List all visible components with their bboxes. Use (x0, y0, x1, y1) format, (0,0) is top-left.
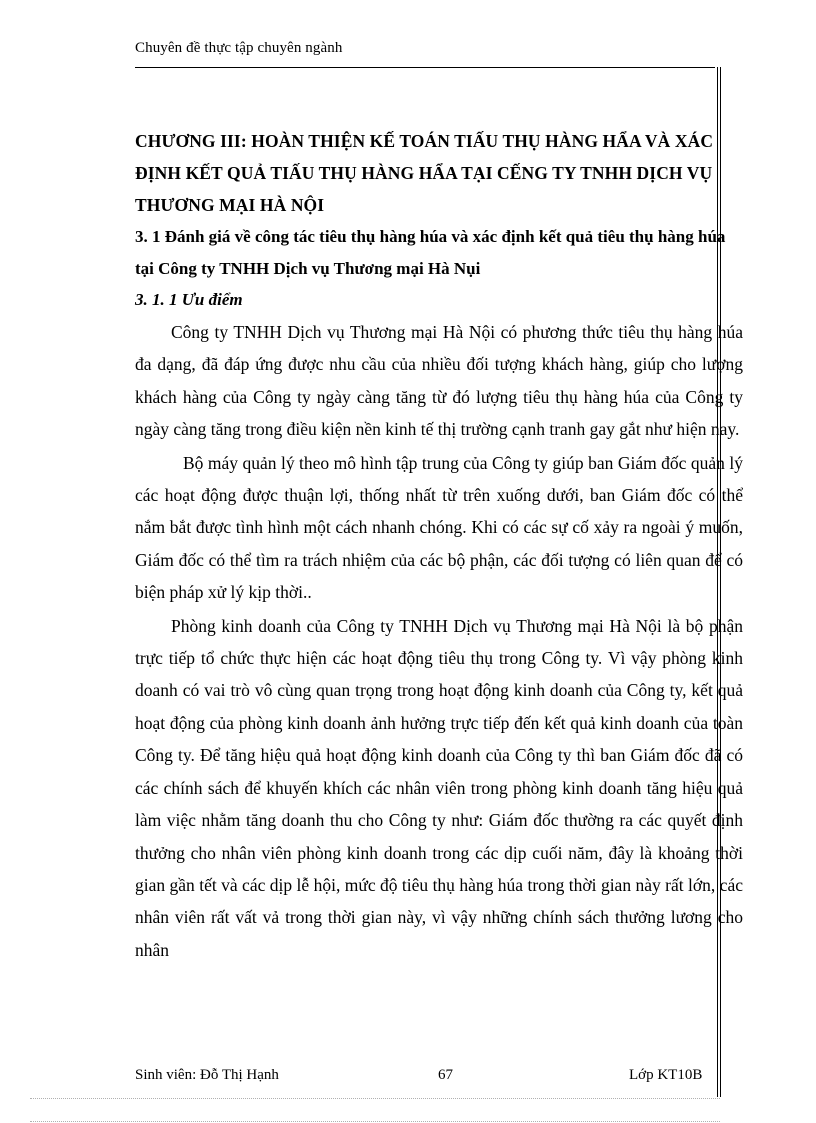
section-title: 3. 1 Đánh giá về công tác tiêu thụ hàng húa và xác định kết quả tiêu thụ hàng húa tại Công ty TNHH Dịch vụ Thương mại Hà Nụi (135, 227, 726, 278)
page-body (135, 125, 743, 966)
footer-dotted-line (30, 1098, 720, 1099)
footer-class: Lớp KT10B (629, 1067, 703, 1083)
chapter-title: CHƯƠNG III: HOÀN THIỆN KẾ TOÁN TIẤU THỤ HÀNG HẨA VÀ XÁC ĐỊNH KẾT QUẢ TIẤU THỤ HÀNG HẨA TẠI CẾNG TY TNHH DỊCH VỤ THƯƠNG MẠI HÀ NỘI (135, 131, 714, 215)
paragraph: Phòng kinh doanh của Công ty TNHH Dịch vụ Thương mại Hà Nội là bộ phận trực tiếp tổ chức thực hiện các hoạt động tiêu thụ trong Công ty. Vì vậy phòng kinh doanh có vai trò vô cùng quan trọng trong hoạt động kinh doanh của Công ty, kết quả hoạt động của phòng kinh doanh ảnh hưởng trực tiếp đến kết quả kinh doanh của toàn Công ty. Để tăng hiệu quả hoạt động kinh doanh của Công ty thì ban Giám đốc đã có các chính sách để khuyến khích các nhân viên trong phòng kinh doanh tăng hiệu quả làm việc nhằm tăng doanh thu cho Công ty như: Giám đốc thường ra các quyết định thưởng cho nhân viên phòng kinh doanh trong các dịp cuối năm, đây là khoảng thời gian gần tết và các dịp lễ hội, mức độ tiêu thụ hàng húa trong thời gian này rất lớn, các nhân viên rất vất vả trong thời gian này, vì vậy những chính sách thưởng lương cho nhân (135, 615, 743, 960)
subsection-title: 3. 1. 1 Ưu điểm (135, 290, 243, 309)
paragraph: Bộ máy quản lý theo mô hình tập trung của Công ty giúp ban Giám đốc quản lý các hoạt động được thuận lợi, thống nhất từ trên xuống dưới, ban Giám đốc có thể nắm bắt được tình hình một cách nhanh chóng. Khi có các sự cố xảy ra ngoài ý muốn, Giám đốc có thể tìm ra trách nhiệm của các bộ phận, các đối tượng có liên quan để có biện pháp xử lý kịp thời.. (135, 452, 743, 603)
paragraph: Công ty TNHH Dịch vụ Thương mại Hà Nội có phương thức tiêu thụ hàng húa đa dạng, đã đáp ứng được nhu cầu của nhiều đối tượng khách hàng, giúp cho lượng khách hàng của Công ty ngày càng tăng từ đó lượng tiêu thụ hàng húa của Công ty ngày càng tăng trong điều kiện nền kinh tế thị trường cạnh tranh gay gắt như hiện nay. (135, 322, 743, 440)
running-header: Chuyên đề thực tập chuyên ngành (135, 40, 343, 56)
header-rule (135, 67, 715, 68)
footer-dotted-line (30, 1121, 720, 1122)
page-number: 67 (438, 1067, 453, 1083)
footer-student-name: Sinh viên: Đỗ Thị Hạnh (135, 1067, 279, 1083)
